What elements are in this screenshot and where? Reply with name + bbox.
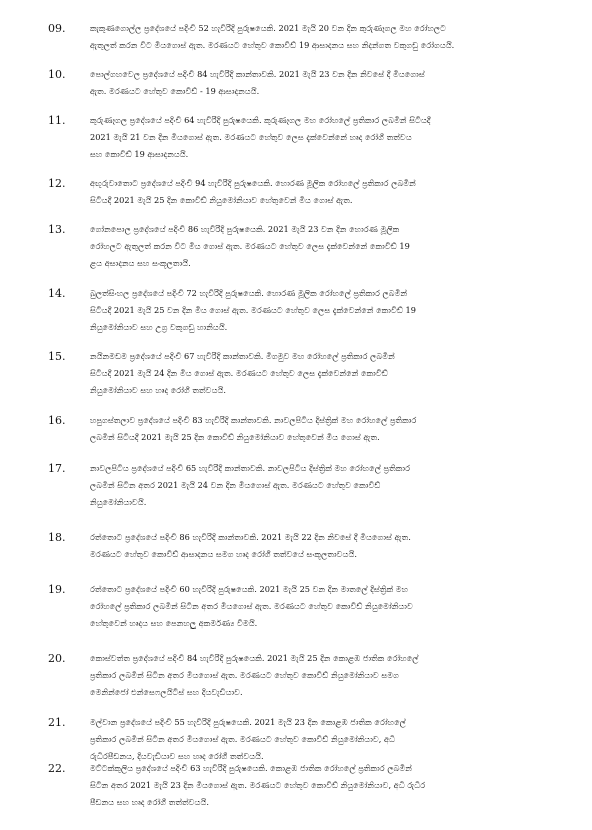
- text-line: රත්තොට ප්‍රදේශයේ පදිංචි 60 හැවිරිදි පුරුෂයෙකි. 2021 මැයි 25 වන දින මාතලේ දිස්ත්‍රික් මහ: [90, 584, 409, 594]
- entry-text: [90, 285, 560, 336]
- text-line: සහ කොවිඩ් 19 ආසාදනයයි.: [90, 149, 189, 159]
- entry-text: [90, 221, 560, 272]
- entry-number: 17.: [48, 462, 66, 475]
- text-line: කැකුණගොල්ල ප්‍රදේශයේ පදිංචි 52 හැවිරිදි පුරුෂයෙකි. 2021 මැයි 20 වන දින කුරුණෑගල මහ රෝහලට: [90, 23, 447, 33]
- text-line: බුලත්සිංහල ප්‍රදේශයේ පදිංචි 72 හැවිරිදි පුරුෂයෙකි. හොරණ මූලික රෝහලේ ප්‍රතිකාර ලබමින්: [90, 288, 408, 298]
- text-line: සිටියදී 2021 මැයි 25 දින කොවිඩ් නියුමෝනියාව හේතුවෙන් මිය ගොස් ඇත.: [90, 195, 353, 205]
- text-line: ලබමින් සිටියදී 2021 මැයි 25 දින කොවිඩ් නියුමෝනියාව හේතුවෙන් මිය ගොස් ඇත.: [90, 432, 380, 442]
- text-line: කොස්වත්ත ප්‍රදේශයේ පදිංචි 84 හැවිරිදි පුරුෂයෙකි. 2021 මැයි 25 දින කොළඹ ජාතික රෝහලේ: [90, 653, 419, 663]
- entry-number: 19.: [48, 583, 66, 596]
- text-line: මරණයට හේතුව කොවිඩ් ආසාදනය සමග හෘද රෝගී තත්වයේ සංකූලතාවයයි.: [90, 549, 357, 559]
- text-line: නියුමෝනියාව සහ හෘද රෝගී තත්වයයි.: [90, 385, 226, 395]
- entry-text: [90, 529, 560, 563]
- entry-number: 09.: [48, 22, 66, 35]
- text-line: සිටියදී 2021 මැයි 25 වන දින මිය ගොස් ඇත. මරණයට හේතුව ලෙස දැක්වෙන්නේ කොවිඩ් 19: [90, 305, 416, 315]
- text-line: රෝහලේ ප්‍රතිකාර ලබමින් සිටින අතර මියගොස් ඇත. මරණයට හේතුව කොවිඩ් නියුමෝනියාව: [90, 601, 413, 611]
- entry-text: [90, 650, 560, 701]
- entry-number: 22.: [48, 762, 66, 775]
- text-line: රත්තොට ප්‍රදේශයේ පදිංචි 86 හැවිරිදි කාන්තාවකි. 2021 මැයි 22 දින නිවසේ දී මියගොස් ඇත.: [90, 532, 411, 542]
- text-line: මෙනින්ජෝ එන්සෙෆලයිටිස් සහ දියවැඩියාව.: [90, 687, 243, 697]
- text-line: නියුමෝනියාවයි.: [90, 497, 147, 507]
- text-line: සිටින අතර 2021 මැයි 23 දින මියගොස් ඇත. මරණයට හේතුව කොවිඩ් නියුමෝනියාව, අධි රුධිර: [90, 780, 426, 790]
- text-line: ප්‍රතිකාර ලබමින් සිටින අතර මියගොස් ඇත. මරණයට හේතුව කොවිඩ් නියුමෝනියාව, අධි: [90, 734, 396, 744]
- text-line: මට්ටක්කුලිය ප්‍රදේශයේ පදිංචි 63 හැවිරිදි පුරුෂයෙකි. කොළඹ ජාතික රෝහලේ ප්‍රතිකාර ලබමින්: [90, 763, 412, 773]
- text-line: මල්වාන ප්‍රදේශයේ පදිංචි 55 හැවිරිදි පුරුෂයෙකි. 2021 මැයි 23 දින කොළඹ ජාතික රෝහලේ: [90, 717, 406, 727]
- entry-text: [90, 760, 560, 811]
- entry-number: 12.: [48, 177, 66, 190]
- text-line: ලබමින් සිටින අතර 2021 මැයි 24 වන දින මියගොස් ඇත. මරණයට හේතුව කොවිඩ්: [90, 480, 381, 490]
- text-line: රෝහලට ඇතුලත් කරන විට මිය ගොස් ඇත. මරණයට හේතුව ලෙස දැක්වෙන්නේ කොවිඩ් 19: [90, 241, 410, 251]
- text-line: ඇතුලත් කරන විට මියගොස් ඇත. මරණයට හේතුව කොවිඩ් 19 ආසාදනය සහ නිදන්ගත වකුගඩු රෝගයයි.: [90, 40, 455, 50]
- entry-text: [90, 20, 560, 54]
- entry-number: 11.: [48, 114, 66, 127]
- text-line: හේතුවෙන් හෘදය සහ පෙනහලු අකර්මණ්‍ය වීමයි.: [90, 618, 258, 628]
- text-line: නාවලපිටිය ප්‍රදේශයේ පදිංචි 65 හැවිරිදි කාන්තාවකි. නාවලපිටිය දිස්ත්‍රික් මහ රෝහලේ ප්‍රතිකාර: [90, 463, 411, 473]
- entry-text: [90, 412, 560, 446]
- text-line: හපුගස්තලාව ප්‍රදේශයේ පදිංචි 83 හැවිරිදි කාන්තාවකි. නාවලපිටිය දිස්ත්‍රික් මහ රෝහලේ ප්‍රතිකාර: [90, 415, 417, 425]
- text-line: සිටියදී 2021 මැයි 24 දින මිය ගොස් ඇත. මරණයට හේතුව ලෙස දැක්වෙන්නේ කොවිඩ්: [90, 368, 388, 378]
- entry-text: [90, 460, 560, 511]
- entry-number: 10.: [48, 68, 66, 81]
- entry-number: 14.: [48, 287, 66, 300]
- entry-text: [90, 348, 560, 399]
- entry-text: [90, 66, 560, 100]
- text-line: 2021 මැයි 21 වන දින මියගොස් ඇත. මරණයට හේතුව ලෙස දැක්වෙන්නේ හෘද රෝගී තත්වය: [90, 132, 412, 142]
- entry-number: 13.: [48, 223, 66, 236]
- entry-number: 20.: [48, 652, 66, 665]
- entry-number: 15.: [48, 350, 66, 363]
- entry-number: 18.: [48, 531, 66, 544]
- text-line: ඇත. මරණයට හේතුව කොවිඩ් - 19 ආසාදනයයි.: [90, 86, 260, 96]
- text-line: කුරුණෑගල ප්‍රදේශයේ පදිංචි 64 හැවිරිදි පුරුෂයෙකි. කුරුණෑගල මහ රෝහලේ ප්‍රතිකාර ලබමින් සිටියදී: [90, 115, 431, 125]
- entry-text: [90, 581, 560, 632]
- entry-number: 21.: [48, 716, 66, 729]
- text-line: අඟුරුවාතොට ප්‍රදේශයේ පදිංචි 94 හැවිරිදි පුරුෂයෙකි. හොරණ මූලික රෝහලේ ප්‍රතිකාර ලබමින්: [90, 178, 416, 188]
- entry-number: 16.: [48, 414, 66, 427]
- entry-text: [90, 112, 560, 163]
- entry-text: [90, 714, 560, 765]
- text-line: පොල්ගහවෙල ප්‍රදේශයේ පදිංචි 84 හැවිරිදි කාන්තාවකි. 2021 මැයි 23 වන දින නිවසේ දී මියගොස්: [90, 69, 425, 79]
- text-line: රුධිරපීඩනය, දියවැඩියාව සහ හෘද රෝගී තත්වයයි.: [90, 751, 264, 761]
- text-line: ප්‍රතිකාර ලබමින් සිටින අතර මියගොස් ඇත. මරණයට හේතුව කොවිඩ් නියුමෝනියාව සමග: [90, 670, 400, 680]
- text-line: නයිනමඩම ප්‍රදේශයේ පදිංචි 67 හැවිරිදි කාන්තාවකි. මීගමුව මහ රෝහලේ ප්‍රතිකාර ලබමින්: [90, 351, 395, 361]
- text-line: ගෝනපොල ප්‍රදේශයේ පදිංචි 86 හැවිරිදි පුරුෂයෙකි. 2021 මැයි 23 වන දින හොරණ මූලික: [90, 224, 400, 234]
- entry-text: [90, 175, 560, 209]
- text-line: නියුමෝනියාව සහ උග්‍ර වකුගඩු හානියයි.: [90, 322, 228, 332]
- text-line: ළය අසාදනය සහ සංකූලතායි.: [90, 258, 191, 268]
- text-line: පීඩනය සහ හෘද රෝගී තත්ත්වයයි.: [90, 797, 209, 807]
